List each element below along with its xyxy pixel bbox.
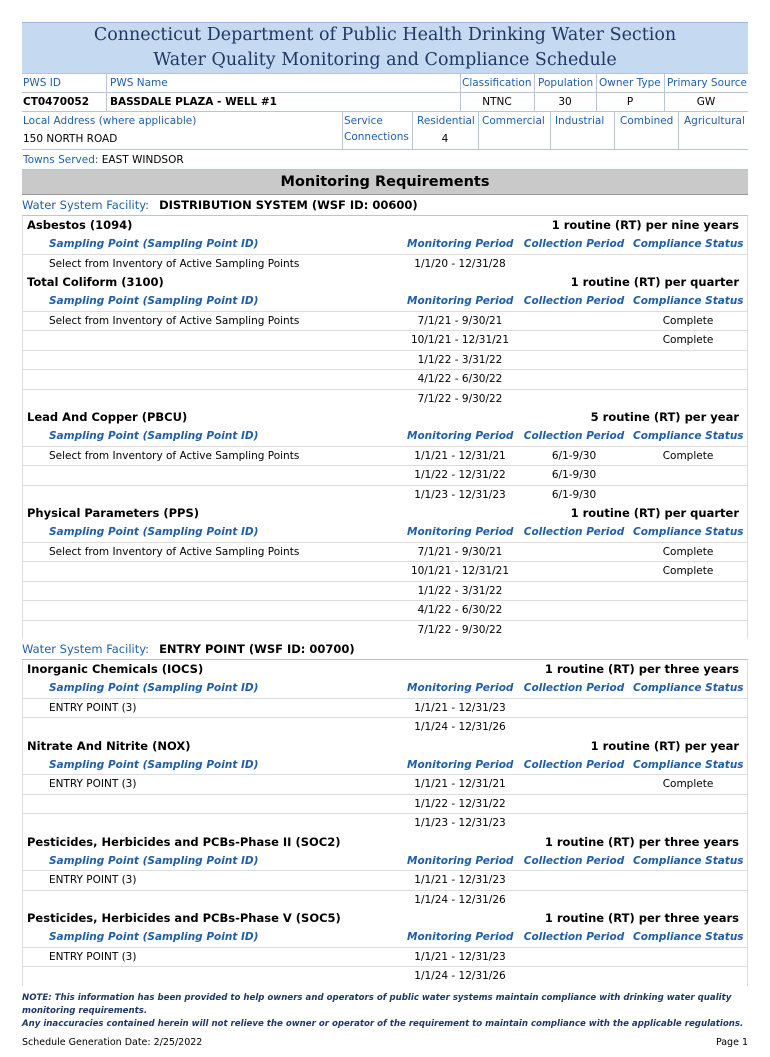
table-row — [23, 446, 747, 466]
collection-period: 6/1-9/30 — [551, 488, 597, 501]
table-row — [23, 389, 747, 409]
table-row — [23, 813, 747, 833]
col-sampling-point: Sampling Point (Sampling Point ID) — [49, 526, 259, 538]
connections-label: Connections — [344, 131, 409, 143]
table-row — [23, 369, 747, 389]
col-sampling-point: Sampling Point (Sampling Point ID) — [49, 854, 259, 867]
monitoring-period: 1/1/21 - 12/31/23 — [414, 701, 506, 714]
col-sampling-point: Sampling Point (Sampling Point ID) — [49, 238, 259, 250]
col-compliance-status: Compliance Status — [633, 430, 744, 442]
col-compliance-status: Compliance Status — [633, 854, 744, 867]
col-compliance-status: Compliance Status — [633, 682, 744, 694]
routine-frequency: 1 routine (RT) per three years — [544, 662, 739, 676]
schedule-page — [22, 22, 748, 1057]
analyte-name: Asbestos (1094) — [27, 218, 133, 232]
col-monitoring-period: Monitoring Period — [407, 430, 514, 442]
facility-label: Water System Facility: — [22, 198, 150, 212]
col-monitoring-period: Monitoring Period — [407, 238, 514, 250]
col-collection-period: Collection Period — [523, 526, 625, 538]
col-collection-period: Collection Period — [523, 295, 625, 307]
compliance-status: Complete — [662, 314, 714, 327]
pws-name-label: PWS Name — [110, 77, 168, 89]
col-sampling-point: Sampling Point (Sampling Point ID) — [49, 295, 259, 307]
monitoring-period: 10/1/21 - 12/31/21 — [410, 565, 510, 577]
page-number: Page 1 — [715, 1036, 748, 1048]
column-header-row — [23, 679, 747, 698]
routine-frequency: 1 routine (RT) per year — [590, 738, 739, 753]
generation-date-label: Schedule Generation Date: — [22, 1036, 151, 1048]
monitoring-period: 7/1/21 - 9/30/21 — [417, 545, 503, 558]
routine-frequency: 1 routine (RT) per nine years — [551, 218, 739, 232]
sampling-point: ENTRY POINT (3) — [49, 778, 137, 790]
sampling-point: ENTRY POINT (3) — [49, 950, 137, 963]
col-collection-period: Collection Period — [523, 430, 625, 442]
residential-value: 4 — [441, 133, 449, 145]
monitoring-period: 1/1/24 - 12/31/26 — [414, 721, 506, 733]
analyte-header — [23, 660, 747, 679]
owner-type-value: P — [626, 96, 634, 108]
monitoring-period: 1/1/22 - 3/31/22 — [417, 584, 503, 597]
pws-name-value: BASSDALE PLAZA - WELL #1 — [110, 96, 277, 108]
col-compliance-status: Compliance Status — [633, 526, 744, 538]
combined-label: Combined — [620, 115, 674, 127]
analyte-header — [23, 273, 747, 292]
analyte-group — [22, 408, 748, 504]
analyte-name: Pesticides, Herbicides and PCBs-Phase II (SOC2) — [27, 834, 341, 849]
sampling-point: Select from Inventory of Active Sampling Points — [49, 545, 300, 558]
col-collection-period: Collection Period — [523, 854, 625, 867]
table-row — [23, 311, 747, 331]
compliance-status: Complete — [662, 449, 714, 462]
routine-frequency: 5 routine (RT) per year — [590, 410, 739, 424]
routine-frequency: 1 routine (RT) per three years — [544, 911, 739, 925]
sampling-point: Select from Inventory of Active Sampling Points — [49, 257, 300, 270]
sampling-point: ENTRY POINT (3) — [49, 874, 137, 886]
table-row — [23, 890, 747, 910]
analyte-header — [23, 408, 747, 427]
col-monitoring-period: Monitoring Period — [407, 682, 514, 694]
monitoring-period: 7/1/21 - 9/30/21 — [417, 314, 503, 327]
compliance-status: Complete — [662, 565, 714, 577]
population-label: Population — [538, 77, 594, 89]
table-row — [23, 350, 747, 370]
table-row — [23, 485, 747, 505]
owner-type-label: Owner Type — [599, 77, 661, 89]
table-row — [23, 698, 747, 718]
local-address-value: 150 NORTH ROAD — [23, 133, 118, 145]
facility-label: Water System Facility: — [22, 642, 150, 656]
generation-date — [22, 1037, 202, 1048]
col-collection-period: Collection Period — [523, 758, 625, 771]
routine-frequency: 1 routine (RT) per quarter — [570, 275, 739, 289]
population-value: 30 — [558, 96, 572, 108]
collection-period: 6/1-9/30 — [551, 449, 597, 462]
col-monitoring-period: Monitoring Period — [407, 758, 514, 771]
analyte-name: Lead And Copper (PBCU) — [27, 410, 188, 424]
table-row — [23, 620, 747, 640]
table-row — [23, 794, 747, 814]
monitoring-period: 1/1/24 - 12/31/26 — [414, 893, 506, 906]
generation-date-value: 2/25/2022 — [153, 1036, 203, 1048]
title-line-2: Water Quality Monitoring and Compliance Schedule — [153, 50, 617, 70]
column-header-row — [23, 852, 747, 871]
collection-period: 6/1-9/30 — [551, 469, 597, 481]
monitoring-period: 4/1/22 - 6/30/22 — [417, 373, 503, 385]
analyte-name: Total Coliform (3100) — [27, 275, 164, 289]
compliance-status: Complete — [662, 778, 714, 790]
col-monitoring-period: Monitoring Period — [407, 295, 514, 307]
monitoring-period: 1/1/21 - 12/31/23 — [414, 874, 506, 886]
table-row — [23, 581, 747, 601]
sampling-point: Select from Inventory of Active Sampling Points — [49, 449, 300, 462]
table-row — [23, 966, 747, 986]
col-compliance-status: Compliance Status — [633, 758, 744, 771]
col-sampling-point: Sampling Point (Sampling Point ID) — [49, 430, 259, 442]
monitoring-period: 7/1/22 - 9/30/22 — [417, 623, 503, 636]
column-header-row — [23, 756, 747, 775]
page-footer — [22, 1037, 748, 1057]
residential-label: Residential — [417, 115, 475, 127]
col-compliance-status: Compliance Status — [633, 238, 744, 250]
monitoring-period: 4/1/22 - 6/30/22 — [417, 604, 503, 616]
col-collection-period: Collection Period — [523, 931, 625, 943]
pws-id-label: PWS ID — [23, 77, 61, 89]
section-title: Monitoring Requirements — [22, 169, 748, 195]
monitoring-period: 7/1/22 - 9/30/22 — [417, 392, 503, 405]
service-label: Service — [344, 115, 383, 127]
primary-source-value: GW — [696, 96, 716, 108]
towns-served-value: EAST WINDSOR — [101, 154, 184, 166]
analyte-group — [22, 216, 748, 273]
col-monitoring-period: Monitoring Period — [407, 526, 514, 538]
note-line-2: Any inaccuracies contained herein will not relieve the owner or operator of the requirement to maintain compliance with the applicable regulations. — [22, 1018, 744, 1029]
facility-header — [22, 639, 748, 660]
monitoring-period: 1/1/20 - 12/31/28 — [414, 257, 506, 270]
monitoring-period: 1/1/22 - 12/31/22 — [414, 469, 506, 481]
facility-name: ENTRY POINT (WSF ID: 00700) — [159, 642, 355, 656]
table-row — [23, 947, 747, 967]
column-header-row — [23, 523, 747, 542]
disclaimer-note — [22, 992, 748, 1031]
table-row — [23, 542, 747, 562]
routine-frequency: 1 routine (RT) per quarter — [570, 506, 739, 520]
table-row — [23, 870, 747, 890]
analyte-header — [23, 833, 747, 852]
local-address-label: Local Address (where applicable) — [23, 115, 197, 127]
analyte-group — [22, 504, 748, 639]
primary-source-label: Primary Source — [667, 77, 747, 89]
pws-id-value: CT0470052 — [23, 96, 90, 108]
col-sampling-point: Sampling Point (Sampling Point ID) — [49, 931, 259, 943]
compliance-status: Complete — [662, 334, 714, 346]
analyte-name: Physical Parameters (PPS) — [27, 506, 199, 520]
commercial-label: Commercial — [482, 115, 545, 127]
classification-value: NTNC — [482, 96, 512, 108]
col-collection-period: Collection Period — [523, 238, 625, 250]
analyte-name: Nitrate And Nitrite (NOX) — [27, 738, 191, 753]
title-line-1: Connecticut Department of Public Health Drinking Water Section — [93, 25, 677, 45]
monitoring-period: 1/1/23 - 12/31/23 — [414, 817, 506, 829]
column-header-row — [23, 235, 747, 254]
monitoring-period: 1/1/21 - 12/31/21 — [414, 778, 506, 790]
compliance-status: Complete — [662, 545, 714, 558]
column-header-row — [23, 292, 747, 311]
monitoring-period: 1/1/23 - 12/31/23 — [414, 488, 506, 501]
analyte-header — [23, 737, 747, 756]
monitoring-period: 1/1/21 - 12/31/21 — [414, 449, 506, 462]
system-info-header — [22, 73, 748, 199]
analyte-group — [22, 273, 748, 408]
routine-frequency: 1 routine (RT) per three years — [544, 834, 739, 849]
monitoring-period: 10/1/21 - 12/31/21 — [410, 334, 510, 346]
analyte-header — [23, 216, 747, 235]
col-sampling-point: Sampling Point (Sampling Point ID) — [49, 682, 259, 694]
col-compliance-status: Compliance Status — [633, 295, 744, 307]
column-header-row — [23, 928, 747, 947]
monitoring-period: 1/1/21 - 12/31/23 — [414, 950, 506, 963]
table-row — [23, 465, 747, 485]
facility-name: DISTRIBUTION SYSTEM (WSF ID: 00600) — [159, 198, 418, 212]
table-row — [23, 254, 747, 274]
table-row — [23, 717, 747, 737]
sampling-point: Select from Inventory of Active Sampling Points — [49, 314, 300, 327]
sampling-point: ENTRY POINT (3) — [49, 701, 137, 714]
col-monitoring-period: Monitoring Period — [407, 854, 514, 867]
analyte-header — [23, 504, 747, 523]
table-row — [23, 330, 747, 350]
table-row — [23, 561, 747, 581]
monitoring-period: 1/1/24 - 12/31/26 — [414, 970, 506, 982]
document-title — [22, 22, 748, 73]
towns-served-label: Towns Served: — [23, 154, 99, 166]
analyte-group — [22, 909, 748, 986]
analyte-group — [22, 737, 748, 833]
note-line-1: NOTE: This information has been provided to help owners and operators of public water systems maintain compliance with drinking water quality monitoring requirements. — [22, 992, 732, 1016]
classification-label: Classification — [462, 77, 532, 89]
col-collection-period: Collection Period — [523, 682, 625, 694]
monitoring-period: 1/1/22 - 12/31/22 — [414, 797, 506, 810]
towns-served — [23, 151, 184, 169]
analyte-header — [23, 909, 747, 928]
table-row — [23, 774, 747, 794]
col-sampling-point: Sampling Point (Sampling Point ID) — [49, 758, 259, 771]
analyte-name: Pesticides, Herbicides and PCBs-Phase V (SOC5) — [27, 911, 341, 925]
table-row — [23, 600, 747, 620]
monitoring-requirements — [22, 169, 748, 986]
col-compliance-status: Compliance Status — [633, 931, 744, 943]
analyte-group — [22, 833, 748, 910]
industrial-label: Industrial — [555, 115, 605, 127]
analyte-group — [22, 660, 748, 737]
monitoring-period: 1/1/22 - 3/31/22 — [417, 353, 503, 366]
agricultural-label: Agricultural — [684, 115, 745, 127]
column-header-row — [23, 427, 747, 446]
analyte-name: Inorganic Chemicals (IOCS) — [27, 662, 204, 676]
col-monitoring-period: Monitoring Period — [407, 931, 514, 943]
